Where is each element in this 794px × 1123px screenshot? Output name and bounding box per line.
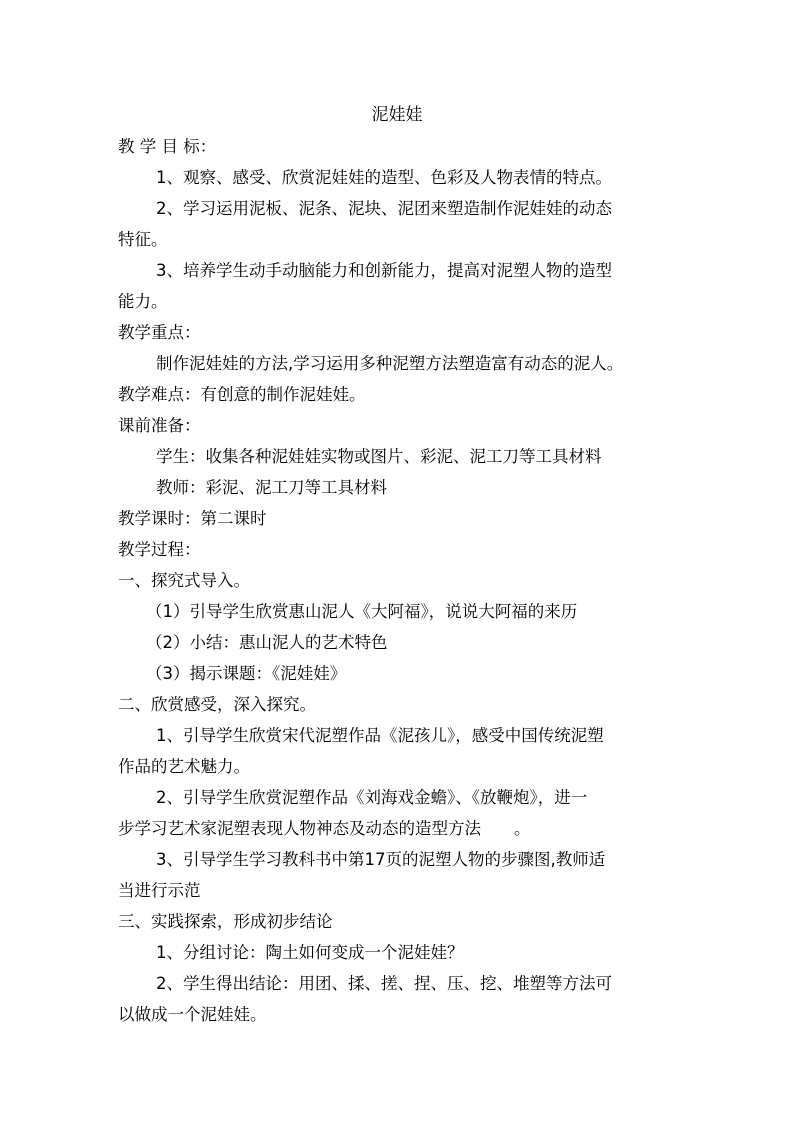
section-heading-objectives: 教 学 目 标： xyxy=(118,137,217,156)
difficulty-line: 教学难点：有创意的制作泥娃娃。 xyxy=(118,385,366,404)
objective-item-3-cont: 能力。 xyxy=(118,292,168,311)
document-title: 泥娃娃 xyxy=(371,105,423,125)
process-part-1-heading: 一、探究式导入。 xyxy=(118,571,250,590)
process-part-1-item-2: （2）小结：惠山泥人的艺术特色 xyxy=(146,633,388,652)
preparation-teacher: 教师：彩泥、泥工刀等工具材料 xyxy=(156,478,387,497)
objective-item-3: 3、培养学生动手动脑能力和创新能力，提高对泥塑人物的造型 xyxy=(156,261,612,280)
key-points-text: 制作泥娃娃的方法,学习运用多种泥塑方法塑造富有动态的泥人。 xyxy=(156,354,624,373)
process-part-2-item-1: 1、引导学生欣赏宋代泥塑作品《泥孩儿》，感受中国传统泥塑 xyxy=(156,726,604,745)
section-heading-preparation: 课前准备： xyxy=(118,416,201,435)
process-part-3-item-2-cont: 以做成一个泥娃娃。 xyxy=(118,1005,267,1024)
process-part-2-item-2-cont: 步学习艺术家泥塑表现人物神态及动态的造型方法 。 xyxy=(118,819,531,838)
process-part-1-item-3: （3）揭示课题：《泥娃娃》 xyxy=(146,664,347,683)
objective-item-2-cont: 特征。 xyxy=(118,230,168,249)
objective-item-1: 1、观察、感受、欣赏泥娃娃的造型、色彩及人物表情的特点。 xyxy=(156,168,612,187)
preparation-students: 学生：收集各种泥娃娃实物或图片、彩泥、泥工刀等工具材料 xyxy=(156,447,602,466)
process-part-3-item-1: 1、分组讨论：陶土如何变成一个泥娃娃？ xyxy=(156,943,464,962)
process-part-3-heading: 三、实践探索，形成初步结论 xyxy=(118,912,333,931)
process-part-3-item-2: 2、学生得出结论：用团、揉、搓、捏、压、挖、堆塑等方法可 xyxy=(156,974,612,993)
class-hours-line: 教学课时：第二课时 xyxy=(118,509,267,528)
process-part-2-heading: 二、欣赏感受，深入探究。 xyxy=(118,695,316,714)
objective-item-2: 2、学习运用泥板、泥条、泥块、泥团来塑造制作泥娃娃的动态 xyxy=(156,199,612,218)
process-part-2-item-3-cont: 当进行示范 xyxy=(118,881,201,900)
process-part-1-item-1: （1）引导学生欣赏惠山泥人《大阿福》，说说大阿福的来历 xyxy=(146,602,578,621)
document-body xyxy=(118,131,686,1030)
process-part-2-item-2: 2、引导学生欣赏泥塑作品《刘海戏金蟾》、《放鞭炮》，进一 xyxy=(156,788,588,807)
process-part-2-item-1-cont: 作品的艺术魅力。 xyxy=(118,757,250,776)
process-part-2-item-3: 3、引导学生学习教科书中第17页的泥塑人物的步骤图,教师适 xyxy=(156,850,606,869)
section-heading-key-points: 教学重点： xyxy=(118,323,201,342)
section-heading-process: 教学过程： xyxy=(118,540,201,559)
